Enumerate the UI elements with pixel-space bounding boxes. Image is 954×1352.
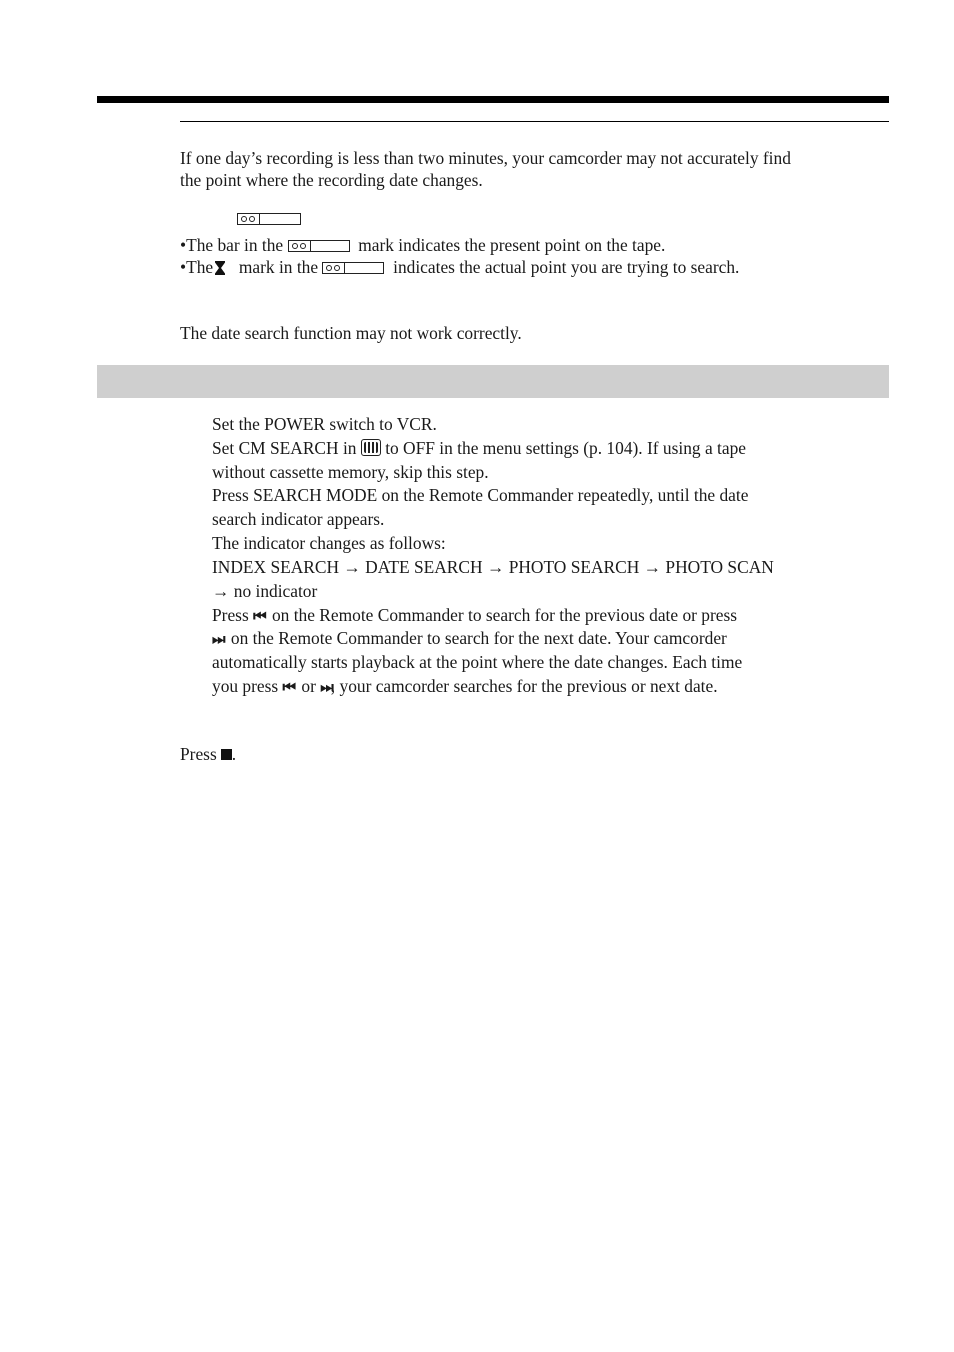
right-arrow-icon: → [643, 557, 662, 577]
bullet-text: •The bar in the [180, 235, 284, 255]
step-text: on the Remote Commander to search for the previous date or press [271, 605, 738, 625]
step-text: you press [212, 676, 279, 696]
stop-instruction [180, 743, 236, 767]
note-line: The date search function may not work correctly. [180, 323, 522, 343]
indicator-sequence [212, 556, 774, 580]
step-3-line: search indicator appears. [212, 509, 385, 529]
bullet-item [180, 234, 665, 258]
bullet-text: indicates the actual point you are trying to search. [393, 257, 740, 277]
stop-icon [221, 749, 232, 760]
step-4-line: automatically starts playback at the point where the date changes. Each time [212, 652, 743, 672]
tape-icon [322, 262, 384, 274]
cassette-memory-icon [361, 439, 381, 456]
stop-text: . [231, 744, 237, 764]
tape-icon [237, 213, 301, 225]
note-line: If one day’s recording is less than two minutes, your camcorder may not accurately find [180, 148, 791, 168]
prev-track-icon: ⏮ [282, 678, 294, 696]
step-text: Press [212, 605, 249, 625]
step-4-line [212, 627, 727, 652]
step-1: Set the POWER switch to VCR. [212, 414, 437, 434]
step-text: to OFF in the menu settings (p. 104). If using a tape [385, 438, 747, 458]
step-4 [212, 604, 737, 629]
step-text: , your camcorder searches for the previous or next date. [330, 676, 718, 696]
sequence-item: INDEX SEARCH [212, 557, 340, 577]
indicator-sequence-cont [212, 580, 317, 604]
sequence-item: PHOTO SEARCH [508, 557, 640, 577]
sequence-item: no indicator [233, 581, 318, 601]
stop-text: Press [180, 744, 217, 764]
right-arrow-icon: → [486, 557, 505, 577]
step-3-line: The indicator changes as follows: [212, 533, 446, 553]
right-arrow-icon: → [212, 581, 230, 601]
step-3: Press SEARCH MODE on the Remote Commander repeatedly, until the date [212, 485, 749, 505]
next-track-icon: ⏭ [320, 678, 331, 696]
tape-mark-row [237, 210, 301, 226]
prev-track-icon: ⏮ [253, 607, 264, 625]
step-2 [212, 437, 746, 461]
step-2-line: without cassette memory, skip this step. [212, 462, 489, 482]
section-heading-band [97, 365, 889, 398]
step-4-line [212, 675, 718, 700]
bullet-text: •The [180, 257, 214, 277]
bullet-item [180, 256, 739, 280]
next-track-icon: ⏭ [212, 630, 223, 648]
tape-icon [288, 240, 350, 252]
sequence-item: DATE SEARCH [365, 557, 483, 577]
step-text: on the Remote Commander to search for the next date. Your camcorder [230, 628, 727, 648]
sequence-item: PHOTO SCAN [665, 557, 774, 577]
section-rule [180, 121, 889, 122]
step-text: Set CM SEARCH in [212, 438, 357, 458]
note-line: the point where the recording date changes. [180, 170, 483, 190]
bullet-text: mark indicates the present point on the tape. [358, 235, 666, 255]
header-rule [97, 96, 889, 103]
step-text: or [301, 676, 316, 696]
right-arrow-icon: → [343, 557, 361, 577]
bullet-text: mark in the [238, 257, 319, 277]
